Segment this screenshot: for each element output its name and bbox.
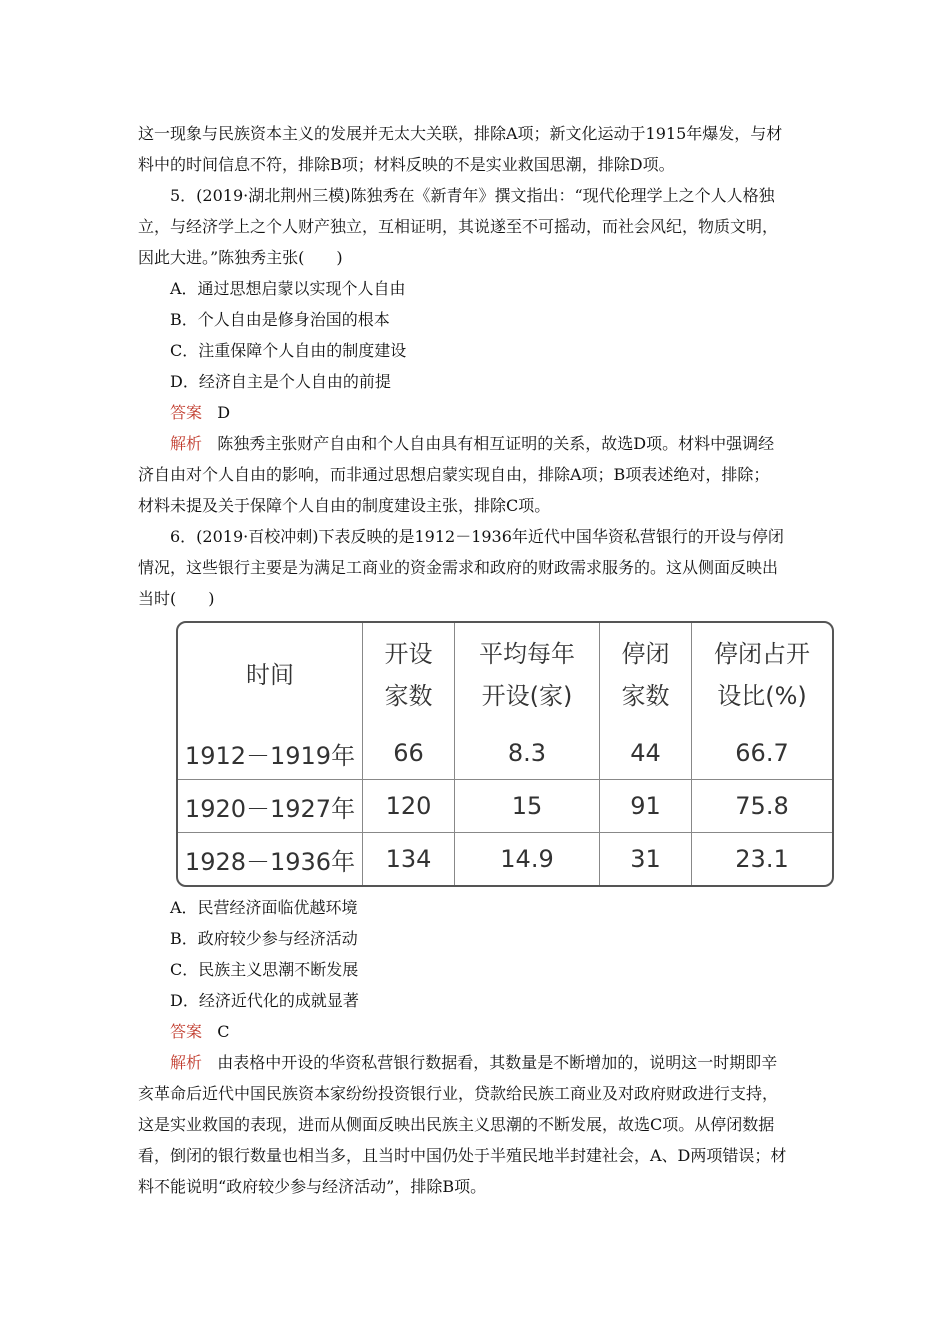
q6-analysis-line: 由表格中开设的华资私营银行数据看，其数量是不断增加的，说明这一时期即辛 <box>217 1053 778 1072</box>
q5-analysis-label: 解析 <box>170 434 203 453</box>
header-cell: 时间 <box>178 623 363 727</box>
table-cell: 66 <box>363 727 455 780</box>
table-cell: 66.7 <box>692 727 832 780</box>
intro-line: 这一现象与民族资本主义的发展并无太大关联，排除A项；新文化运动于1915年爆发，与材 <box>138 124 783 143</box>
table-header-row <box>178 623 832 727</box>
table-cell: 8.3 <box>455 727 600 780</box>
table-row <box>178 727 832 780</box>
q5-stem-line: 立，与经济学上之个人财产独立，互相证明，其说遂至不可摇动，而社会风纪，物质文明， <box>138 217 779 236</box>
q6-option-c: C．民族主义思潮不断发展 <box>170 960 359 979</box>
q5-answer-label: 答案 <box>170 403 203 422</box>
q6-stem-line: 当时( ) <box>138 589 215 608</box>
q5-answer <box>138 397 818 428</box>
q6-analysis-line: 这是实业救国的表现，进而从侧面反映出民族主义思潮的不断发展，故选C项。从停闭数据 <box>138 1115 775 1134</box>
q5-option-c: C．注重保障个人自由的制度建设 <box>170 341 407 360</box>
table-cell: 1928－1936年 <box>178 833 363 885</box>
q5-stem-line: 因此大进。”陈独秀主张( ) <box>138 248 343 267</box>
header-cell: 平均每年 开设(家) <box>455 623 600 727</box>
q6-analysis-label: 解析 <box>170 1053 203 1072</box>
q5-analysis <box>138 428 818 459</box>
q5-analysis-line: 材料未提及关于保障个人自由的制度建设主张，排除C项。 <box>138 496 551 515</box>
table-cell: 75.8 <box>692 780 832 833</box>
table-row <box>178 780 832 833</box>
q5-stem-line: 5．(2019·湖北荆州三模)陈独秀在《新青年》撰文指出：“现代伦理学上之个人人格独 <box>170 186 775 205</box>
q6-analysis-line: 料不能说明“政府较少参与经济活动”，排除B项。 <box>138 1177 487 1196</box>
table-row <box>178 833 832 885</box>
table-cell: 23.1 <box>735 845 789 873</box>
table-cell: 15 <box>455 780 600 833</box>
table-cell: 120 <box>363 780 455 833</box>
table-cell: 31 <box>600 833 692 885</box>
q6-stem-line: 情况，这些银行主要是为满足工商业的资金需求和政府的财政需求服务的。这从侧面反映出 <box>138 558 779 577</box>
table-cell: 1912－1919年 <box>178 727 363 780</box>
page-bottom <box>138 892 818 1202</box>
q6-answer-value: C <box>217 1022 230 1041</box>
q5-analysis-line: 陈独秀主张财产自由和个人自由具有相互证明的关系，故选D项。材料中强调经 <box>217 434 775 453</box>
q5-option-a: A．通过思想启蒙以实现个人自由 <box>170 279 406 298</box>
q5-answer-value: D <box>217 403 231 422</box>
q6-option-a: A．民营经济面临优越环境 <box>170 898 358 917</box>
page-top <box>138 118 818 614</box>
table-cell: 134 <box>363 833 455 885</box>
bank-table <box>176 621 834 887</box>
table-cell: 1920－1927年 <box>178 780 363 833</box>
q6-analysis-line: 亥革命后近代中国民族资本家纷纷投资银行业，贷款给民族工商业及对政府财政进行支持， <box>138 1084 779 1103</box>
q6-answer <box>138 1016 818 1047</box>
q5-option-d: D．经济自主是个人自由的前提 <box>170 372 391 391</box>
header-cell: 停闭占开 设比(%) <box>714 640 810 710</box>
intro-line: 料中的时间信息不符，排除B项；材料反映的不是实业救国思潮，排除D项。 <box>138 155 675 174</box>
table-cell: 91 <box>600 780 692 833</box>
q6-stem-line: 6．(2019·百校冲刺)下表反映的是1912－1936年近代中国华资私营银行的开设与停闭 <box>170 527 784 546</box>
q5-option-b: B．个人自由是修身治国的根本 <box>170 310 390 329</box>
q5-analysis-line: 济自由对个人自由的影响，而非通过思想启蒙实现自由，排除A项；B项表述绝对，排除； <box>138 465 770 484</box>
q6-option-d: D．经济近代化的成就显著 <box>170 991 359 1010</box>
table-cell: 44 <box>600 727 692 780</box>
header-cell: 停闭 家数 <box>600 623 692 727</box>
q6-analysis <box>138 1047 818 1078</box>
q6-option-b: B．政府较少参与经济活动 <box>170 929 358 948</box>
table-cell: 14.9 <box>455 833 600 885</box>
q6-answer-label: 答案 <box>170 1022 203 1041</box>
header-cell: 开设 家数 <box>363 623 455 727</box>
q6-analysis-line: 看，倒闭的银行数量也相当多，且当时中国仍处于半殖民地半封建社会，A、D两项错误；材 <box>138 1146 787 1165</box>
